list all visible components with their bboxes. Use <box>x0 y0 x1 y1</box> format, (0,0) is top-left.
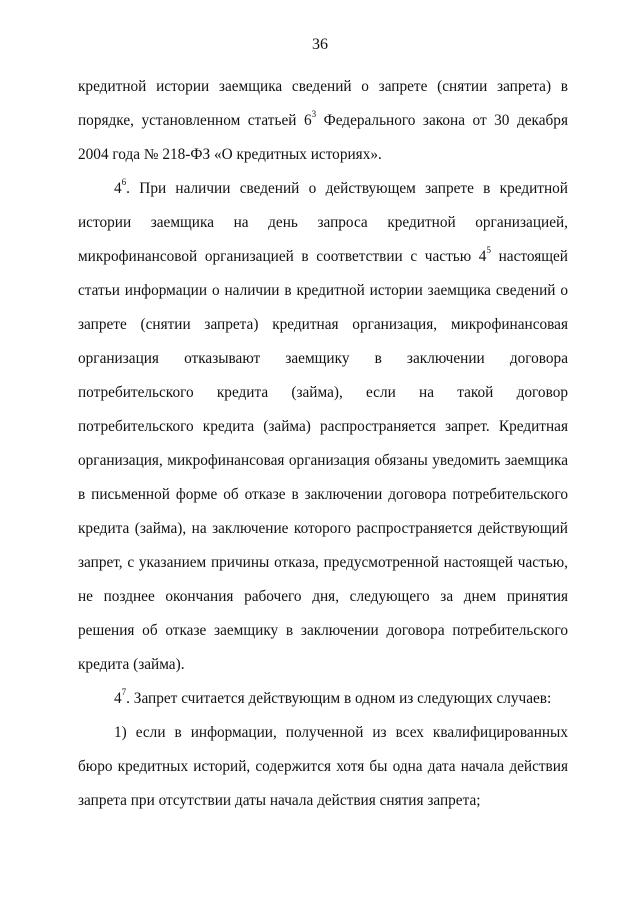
page-number: 36 <box>312 36 328 53</box>
paragraph-4-7 <box>78 682 568 716</box>
list-item-1 <box>78 716 568 818</box>
paragraph-text: . Запрет считается действующим в одном из следующих случаев: <box>126 690 552 707</box>
paragraph-text: настоящей статьи информации о наличии в кредитной истории заемщика сведений о запрете (снятии запрета) кредитная организация, микрофинансовая организация отказывают заемщику в заключении договора потребительского кредита (займа), если на такой договор потребительского кредита (займа) распространяется запрет. Кредитная организация, микрофинансовая организация обязаны уведомить заемщика в письменной форме об отказе в заключении договора потребительского кредита (займа), на заключение которого распространяется действующий запрет, с указанием причины отказа, предусмотренной настоящей частью, не позднее окончания рабочего дня, следующего за днем принятия решения об отказе заемщику в заключении договора потребительского кредита (займа). <box>78 248 568 673</box>
superscript: 7 <box>121 686 127 697</box>
paragraph-text: 1) если в информации, полученной из всех квалифицированных бюро кредитных историй, содержится хотя бы одна дата начала действия запрета при отсутствии даты начала действия снятия запрета; <box>78 724 568 809</box>
paragraph-continuation <box>78 70 568 172</box>
paragraph-number: 4 <box>114 180 122 197</box>
paragraph-text: . При наличии сведений о действующем запрете в кредитной истории заемщика на день запроса кредитной организацией, микрофинансовой организацией в соответствии с частью 4 <box>78 180 568 265</box>
paragraph-text: кредитной истории заемщика сведений о запрете (снятии запрета) в порядке, установленном статьей 6 <box>78 78 568 129</box>
superscript: 3 <box>311 108 317 119</box>
paragraph-text: Федерального закона от 30 декабря 2004 года № 218-ФЗ «О кредитных историях». <box>78 112 568 163</box>
paragraph-4-6 <box>78 172 568 682</box>
superscript: 5 <box>486 244 491 255</box>
paragraph-number: 4 <box>114 690 122 707</box>
document-body <box>78 70 568 818</box>
superscript: 6 <box>121 176 127 187</box>
